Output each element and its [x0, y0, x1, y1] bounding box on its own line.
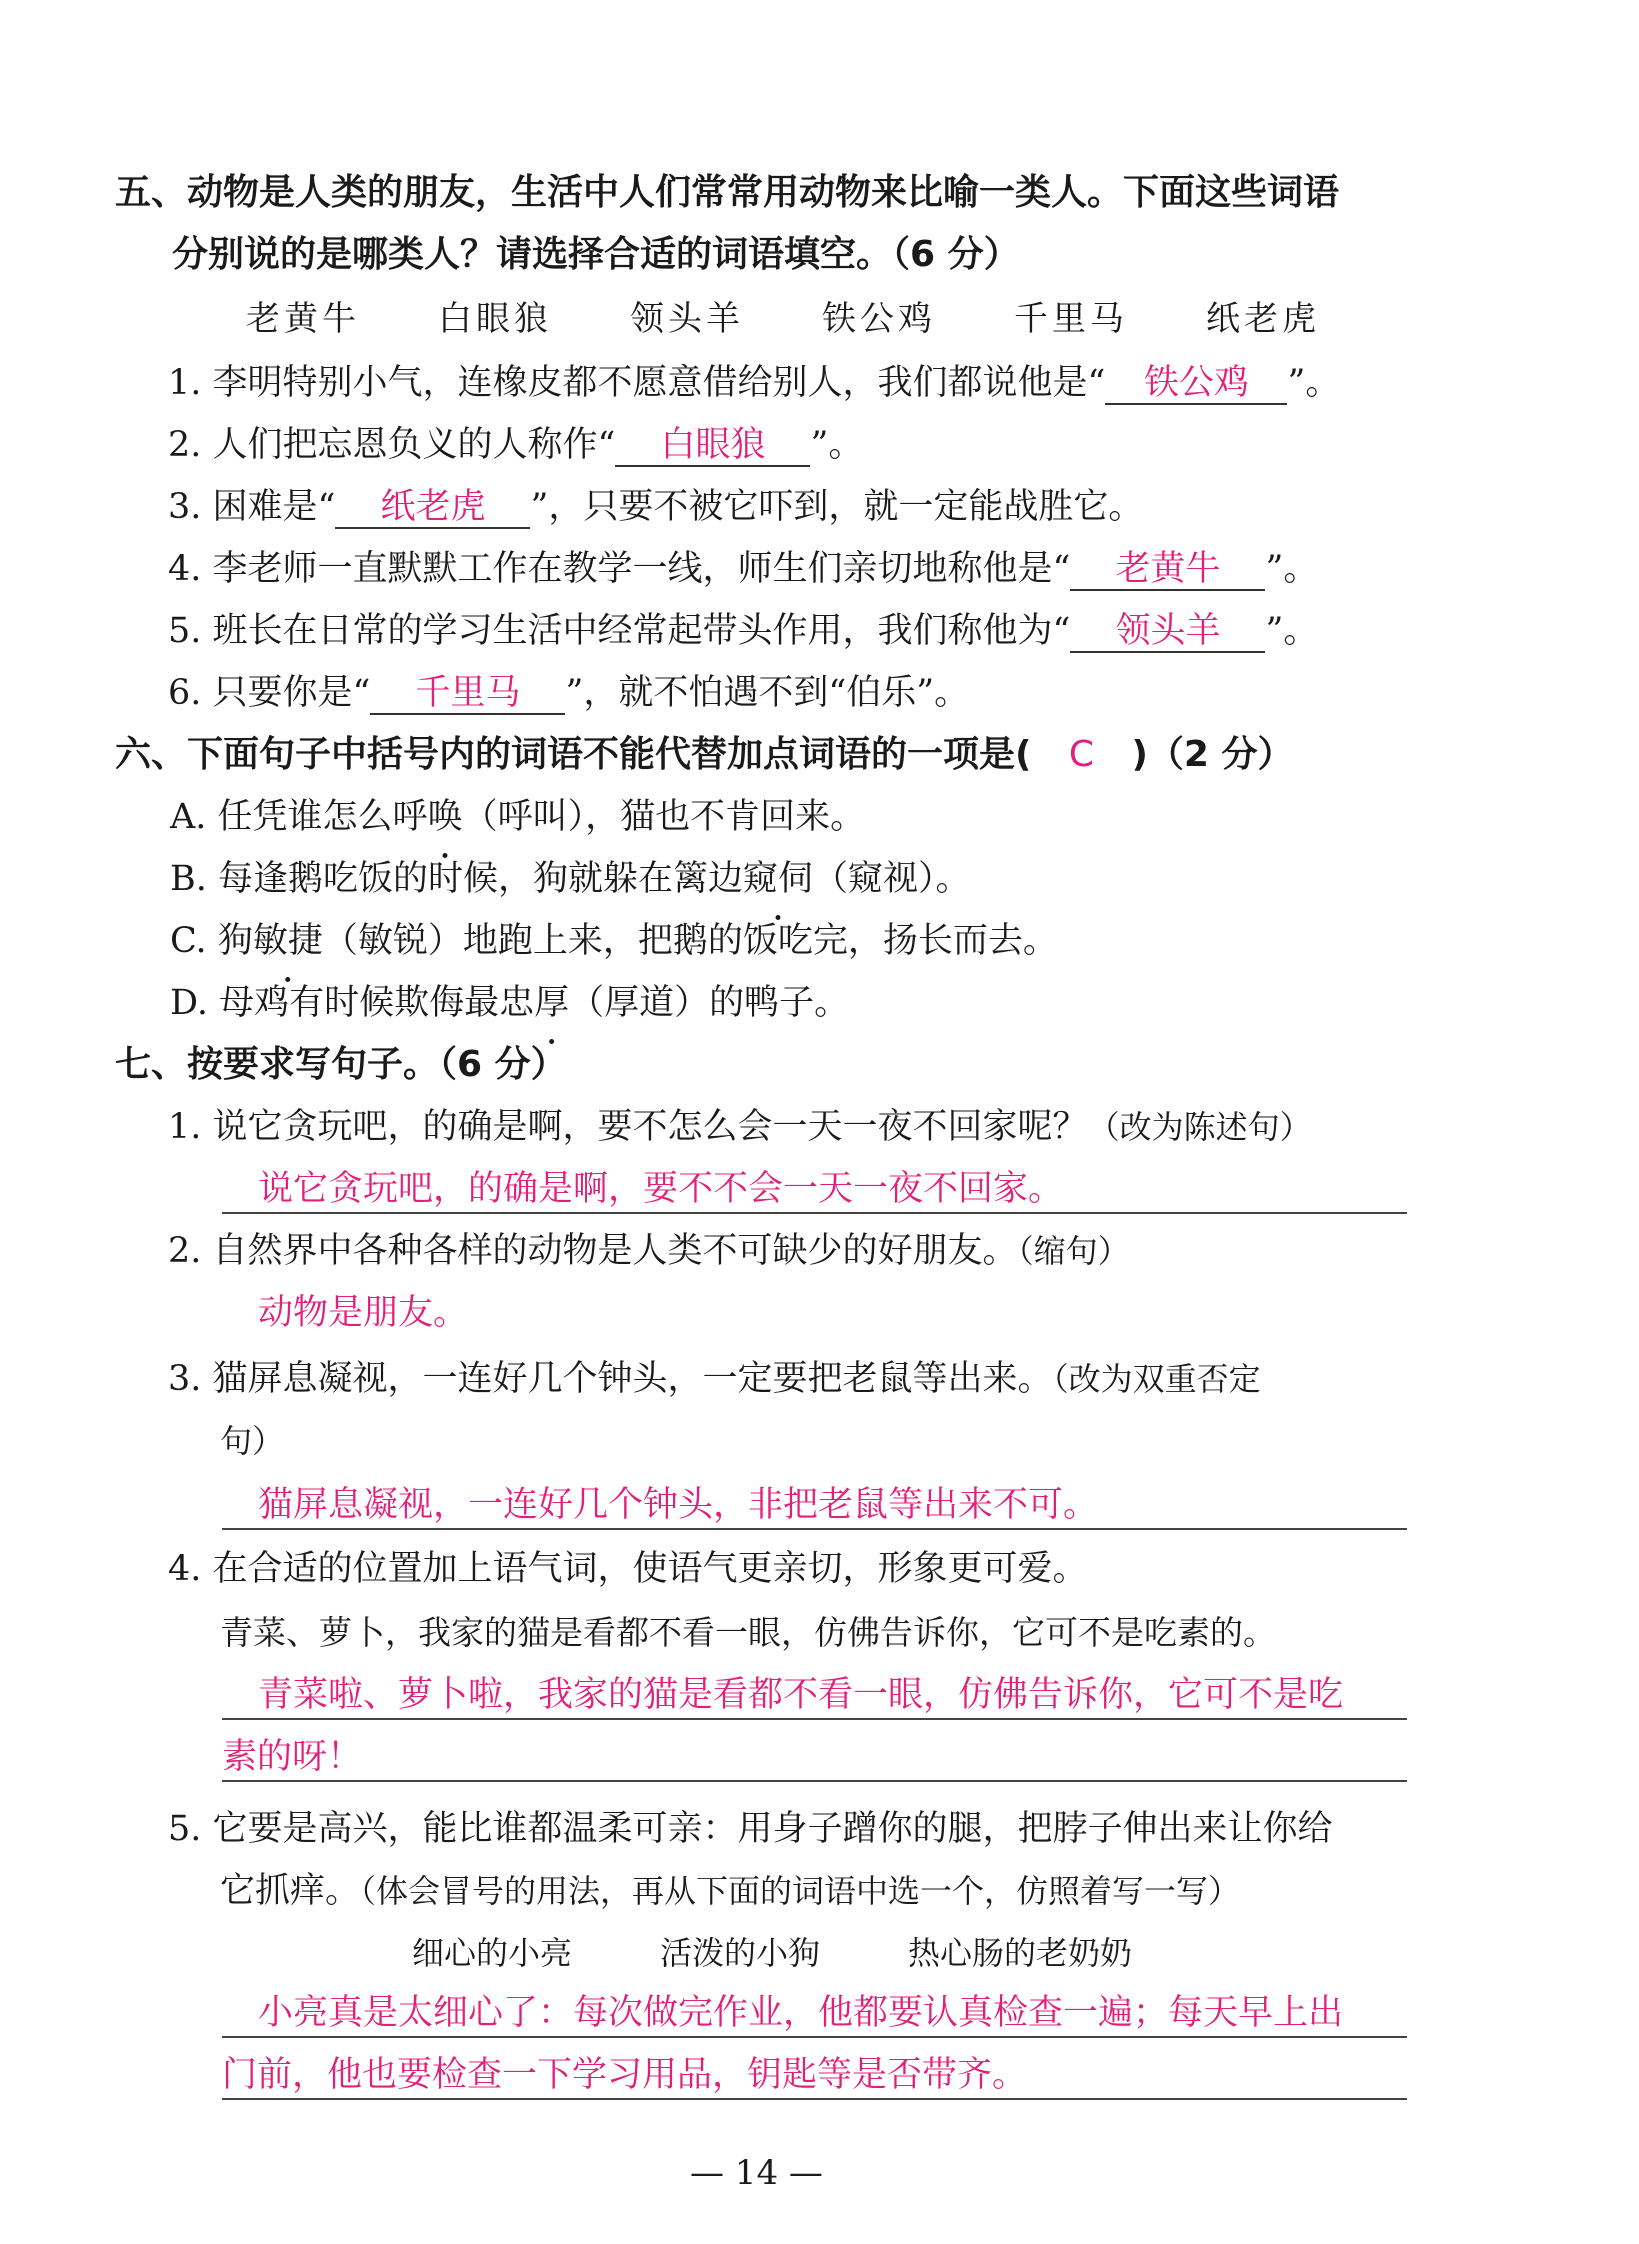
answer-line[interactable]: 说它贪玩吧，的确是啊，要不不会一天一夜不回家。: [222, 1166, 1407, 1214]
word-choice: 活泼的小狗: [660, 1934, 821, 1972]
question-5-4: [168, 546, 1318, 592]
section-6-title-text: 六、下面句子中括号内的词语不能代替加点词语的一项是(: [115, 734, 1032, 775]
question-text-end: ”，只要不被它吓到，就一定能战胜它。: [530, 487, 1144, 527]
option-label: A.: [170, 797, 207, 837]
answer-line[interactable]: 猫屏息凝视，一连好几个钟头，非把老鼠等出来不可。: [222, 1482, 1407, 1530]
section-6-score: )（2 分）: [1131, 734, 1294, 775]
question-number: 5.: [168, 611, 202, 651]
question-text-end: ”。: [810, 425, 864, 465]
question-sentence: 青菜、萝卜，我家的猫是看都不看一眼，仿佛告诉你，它可不是吃素的。: [220, 1613, 1276, 1652]
question-text-end: ”。: [1287, 363, 1341, 403]
question-number: 5.: [168, 1809, 202, 1849]
option-label: B.: [170, 859, 207, 899]
word-bank-item: 铁公鸡: [822, 299, 936, 339]
option-d: [170, 980, 849, 1026]
question-requirement-cont: 句）: [220, 1422, 285, 1460]
answer-blank[interactable]: 千里马: [370, 673, 565, 715]
question-text: 只要你是“: [212, 673, 371, 713]
option-text-end: （窥视）。: [813, 859, 971, 899]
option-c: [170, 918, 1058, 964]
question-requirement: （改为双重否定: [1052, 1360, 1261, 1398]
answer-line[interactable]: 动物是朋友。: [258, 1293, 469, 1333]
question-text: 班长在日常的学习生活中经常起带头作用，我们称他为“: [212, 611, 1071, 651]
question-number: 3.: [168, 1359, 202, 1399]
answer-line[interactable]: 青菜啦、萝卜啦，我家的猫是看都不看一眼，仿佛告诉你，它可不是吃: [222, 1672, 1407, 1720]
question-7-2: [168, 1228, 1130, 1274]
word-choices: [412, 1930, 1220, 1976]
answer-line[interactable]: 素的呀！: [222, 1734, 1407, 1782]
question-text: 李老师一直默默工作在教学一线，师生们亲切地称他是“: [212, 549, 1071, 589]
option-label: C.: [170, 921, 207, 961]
question-5-6: [168, 670, 969, 716]
answer-blank[interactable]: 纸老虎: [335, 487, 530, 529]
question-number: 6.: [168, 673, 202, 713]
answer-blank[interactable]: 领头羊: [1070, 611, 1265, 653]
question-text-end: ”。: [1265, 549, 1319, 589]
question-number: 4.: [168, 1549, 202, 1589]
question-text-end: ”。: [1265, 611, 1319, 651]
question-text: 它抓痒。: [220, 1871, 361, 1911]
dotted-word: 窥伺: [743, 859, 814, 899]
section-6-answer[interactable]: C: [1068, 734, 1095, 775]
question-5-1: [168, 360, 1340, 406]
question-number: 3.: [168, 487, 202, 527]
question-7-4: [168, 1546, 1088, 1592]
option-text: 每逢鹅吃饭的时候，狗就躲在篱边: [218, 859, 744, 899]
word-bank-item: 千里马: [1014, 299, 1128, 339]
question-7-3: [168, 1356, 1261, 1402]
question-text: 困难是“: [212, 487, 336, 527]
word-choice: 热心肠的老奶奶: [908, 1934, 1133, 1972]
word-bank-item: 白眼狼: [438, 299, 552, 339]
section-5-title-line2: 分别说的是哪类人？请选择合适的词语填空。（6 分）: [172, 234, 1020, 275]
question-text: 猫屏息凝视，一连好几个钟头，一定要把老鼠等出来。: [212, 1359, 1053, 1399]
question-5-5: [168, 608, 1318, 654]
question-text-cont: [220, 1868, 1240, 1914]
word-bank: [246, 296, 1398, 342]
question-text: 李明特别小气，连橡皮都不愿意借给别人，我们都说他是“: [212, 363, 1106, 403]
word-bank-item: 纸老虎: [1206, 299, 1320, 339]
question-number: 2.: [168, 1231, 202, 1271]
page-number: — 14 —: [690, 2153, 823, 2193]
answer-line[interactable]: 小亮真是太细心了：每次做完作业，他都要认真检查一遍；每天早上出: [222, 1990, 1407, 2038]
option-text-end: （呼叫），猫也不肯回来。: [462, 797, 866, 837]
question-text-end: ”，就不怕遇不到“伯乐”。: [565, 673, 970, 713]
option-text: 任凭谁怎么呼: [217, 797, 428, 837]
question-requirement: （体会冒号的用法，再从下面的词语中选一个，仿照着写一写）: [360, 1872, 1241, 1910]
word-choice: 细心的小亮: [412, 1934, 573, 1972]
word-bank-item: 领头羊: [630, 299, 744, 339]
section-7-title: 七、按要求写句子。（6 分）: [115, 1044, 567, 1085]
answer-blank[interactable]: 老黄牛: [1070, 549, 1265, 591]
question-number: 1.: [168, 363, 202, 403]
question-text: 在合适的位置加上语气词，使语气更亲切，形象更可爱。: [212, 1549, 1088, 1589]
option-label: D.: [170, 983, 208, 1023]
option-a: [170, 794, 865, 840]
question-text: 它要是高兴，能比谁都温柔可亲：用身子蹭你的腿，把脖子伸出来让你给: [212, 1809, 1333, 1849]
answer-blank[interactable]: 白眼狼: [615, 425, 810, 467]
question-text: 人们把忘恩负义的人称作“: [212, 425, 616, 465]
dotted-word: 厚: [534, 983, 570, 1023]
question-requirement: （改为陈述句）: [1087, 1108, 1312, 1146]
dotted-word: 敏捷: [252, 921, 323, 961]
option-text-end: （厚道）的鸭子。: [569, 983, 850, 1023]
section-5-title-line1: 五、动物是人类的朋友，生活中人们常常用动物来比喻一类人。下面这些词语: [115, 172, 1340, 213]
option-text: 狗: [217, 921, 253, 961]
question-text: 自然界中各种各样的动物是人类不可缺少的好朋友。: [212, 1231, 1018, 1271]
question-7-1: [168, 1104, 1312, 1150]
question-number: 4.: [168, 549, 202, 589]
question-7-5: [168, 1806, 1333, 1852]
question-text: 说它贪玩吧，的确是啊，要不怎么会一天一夜不回家呢？: [212, 1107, 1088, 1147]
question-5-3: [168, 484, 1143, 530]
option-text: 母鸡有时候欺侮最忠: [219, 983, 535, 1023]
option-b: [170, 856, 971, 902]
dotted-word: 唤: [427, 797, 463, 837]
word-bank-item: 老黄牛: [246, 299, 360, 339]
option-text-end: （敏锐）地跑上来，把鹅的饭吃完，扬长而去。: [322, 921, 1058, 961]
question-number: 1.: [168, 1107, 202, 1147]
answer-line[interactable]: 门前，他也要检查一下学习用品，钥匙等是否带齐。: [222, 2052, 1407, 2100]
question-5-2: [168, 422, 863, 468]
section-6-title: [115, 732, 1294, 778]
question-requirement: （缩句）: [1017, 1232, 1130, 1270]
question-number: 2.: [168, 425, 202, 465]
answer-blank[interactable]: 铁公鸡: [1105, 363, 1287, 405]
